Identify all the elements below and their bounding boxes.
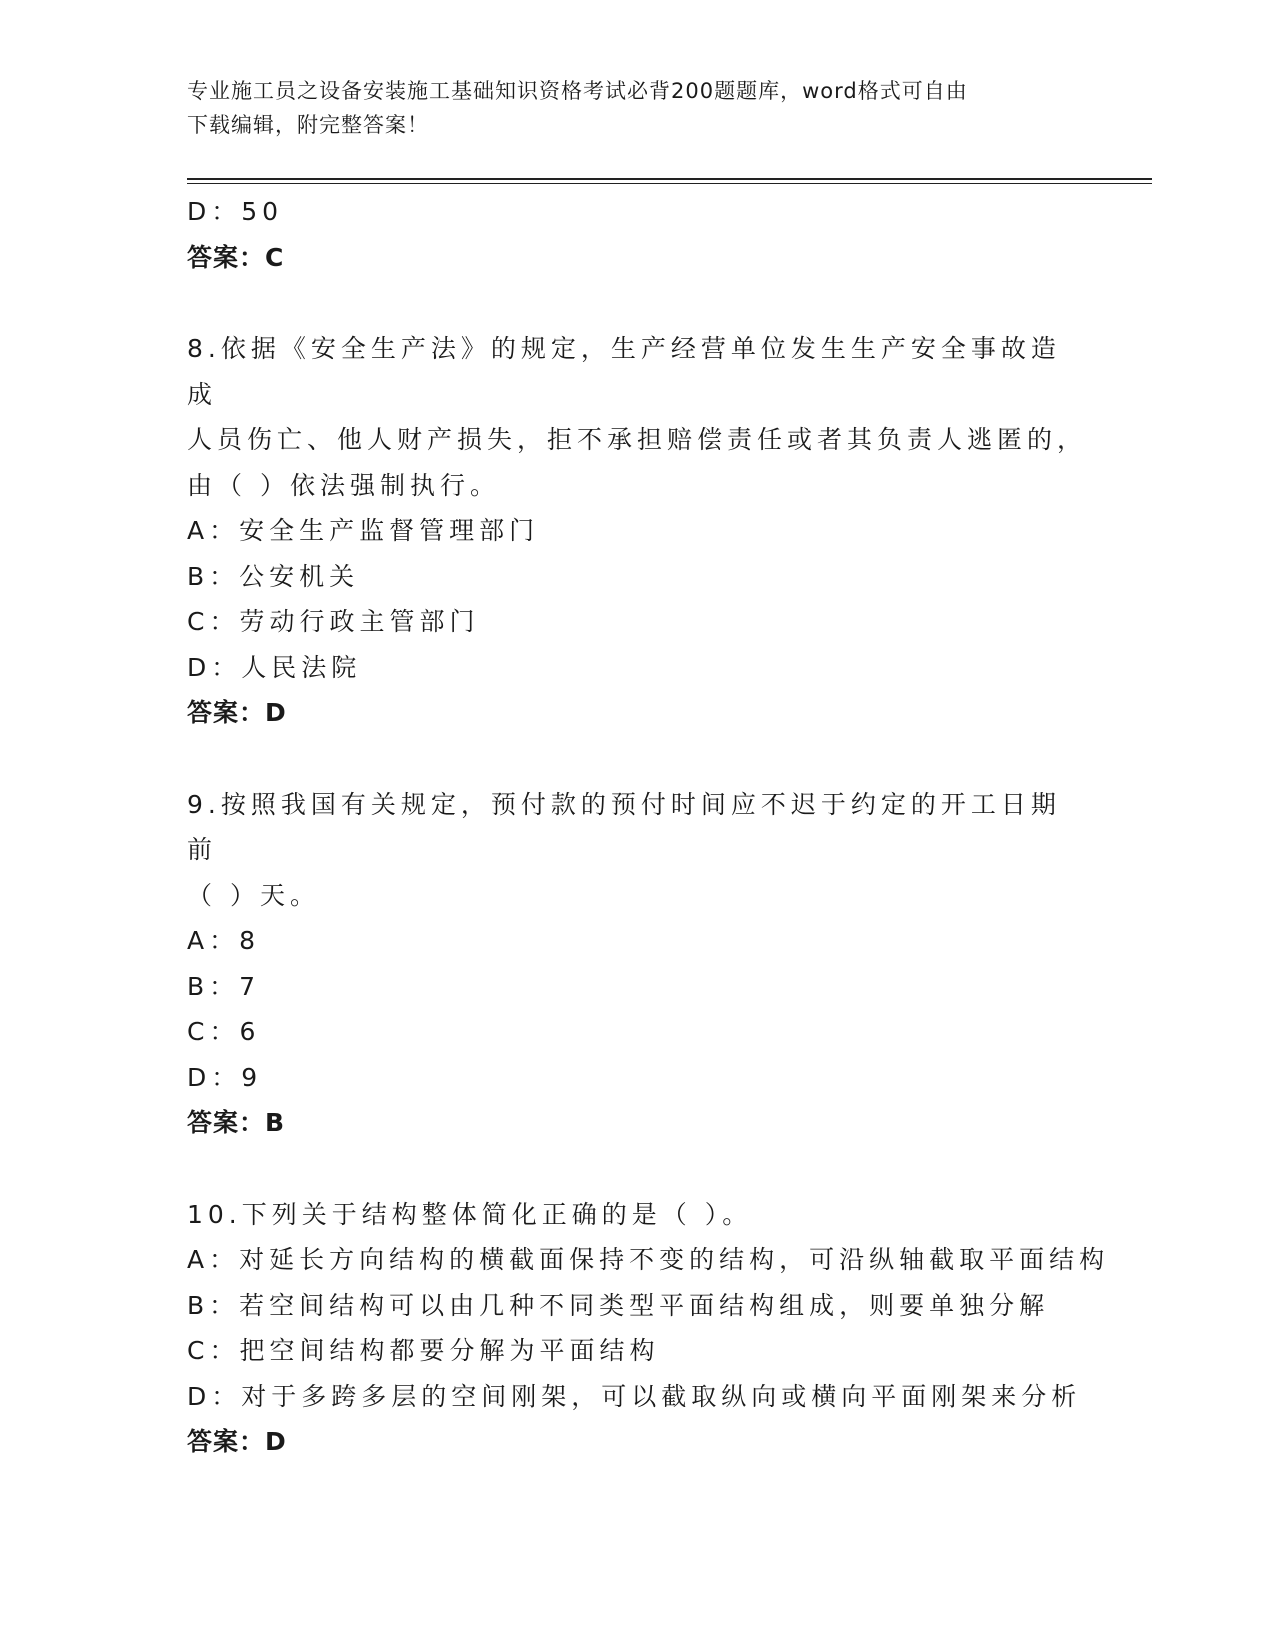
answer-line: 答案：D (187, 698, 287, 727)
option-d: D：对于多跨多层的空间刚架，可以截取纵向或横向平面刚架来分析 (187, 1381, 1082, 1411)
page-header (187, 74, 1067, 142)
option-a: A：8 (187, 926, 261, 955)
question-block-8 (187, 326, 1087, 736)
header-line-1: 专业施工员之设备安装施工基础知识资格考试必背200题题库，word格式可自由 (187, 79, 968, 103)
document-body (187, 189, 1110, 1465)
option-c: C：劳动行政主管部门 (187, 607, 480, 636)
header-line-2: 下载编辑，附完整答案！ (187, 113, 429, 137)
question-block-9 (187, 782, 1087, 1146)
question-stem-line: 10.下列关于结构整体简化正确的是（ ）。 (187, 1199, 753, 1229)
question-block-10 (187, 1192, 1110, 1465)
header-divider-thick (187, 178, 1152, 180)
option-d: D：人民法院 (187, 652, 362, 682)
question-block-7-partial (187, 189, 1087, 280)
option-c: C：把空间结构都要分解为平面结构 (187, 1336, 660, 1365)
option-a: A：安全生产监督管理部门 (187, 516, 540, 545)
question-stem-line: 8.依据《安全生产法》的规定，生产经营单位发生生产安全事故造成 (187, 334, 1061, 409)
option-b: B：公安机关 (187, 561, 360, 591)
header-divider-thin (187, 183, 1152, 184)
answer-line: 答案：C (187, 242, 285, 272)
question-stem-line: 由（ ）依法强制执行。 (187, 470, 500, 500)
option-b: B：若空间结构可以由几种不同类型平面结构组成，则要单独分解 (187, 1290, 1050, 1320)
answer-line: 答案：D (187, 1427, 287, 1456)
question-stem-line: 人员伤亡、他人财产损失，拒不承担赔偿责任或者其负责人逃匿的， (187, 425, 1088, 454)
option-d: D：50 (187, 197, 284, 226)
option-c: C：6 (187, 1017, 261, 1046)
question-stem-line: （ ）天。 (187, 880, 320, 910)
option-a: A：对延长方向结构的横截面保持不变的结构，可沿纵轴截取平面结构 (187, 1245, 1110, 1274)
answer-line: 答案：B (187, 1108, 286, 1137)
option-d: D：9 (187, 1062, 263, 1092)
option-b: B：7 (187, 971, 261, 1001)
question-stem-line: 9.按照我国有关规定，预付款的预付时间应不迟于约定的开工日期前 (187, 789, 1061, 864)
